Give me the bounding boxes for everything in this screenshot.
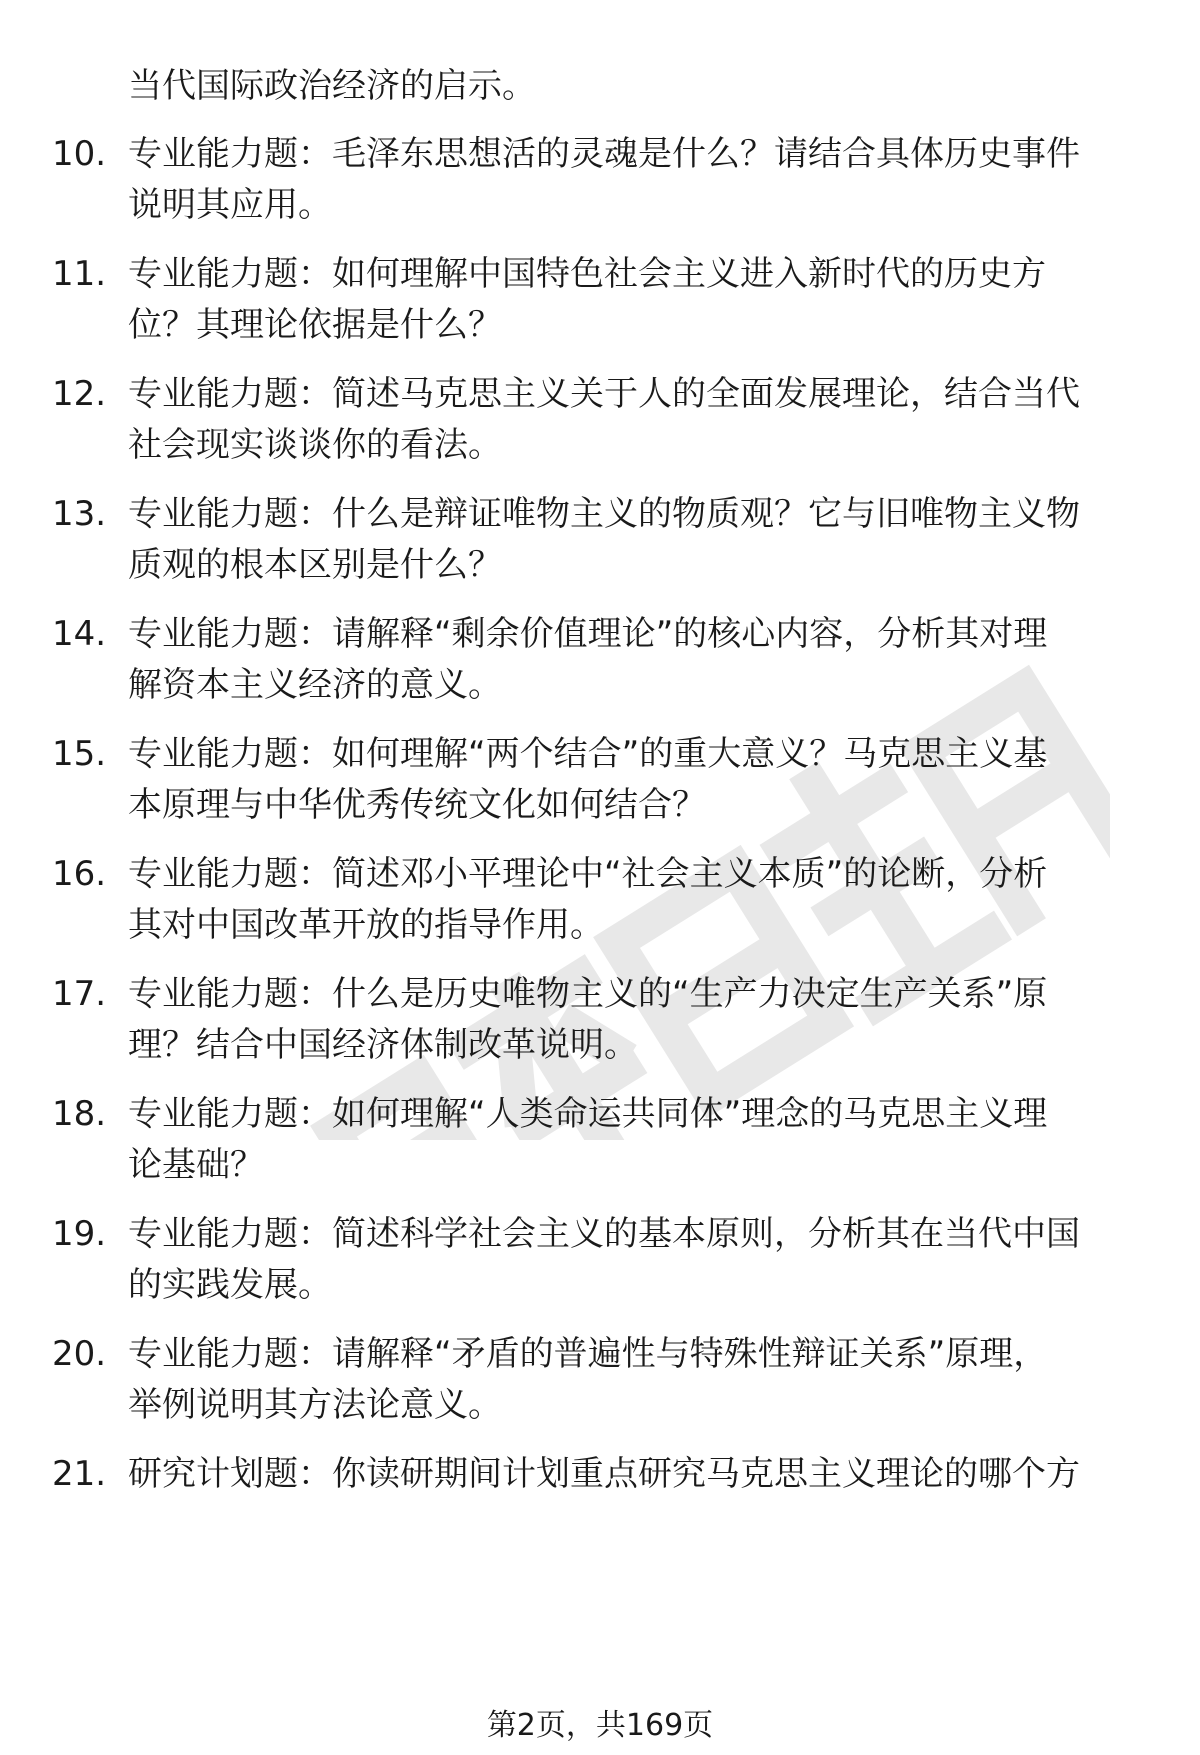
item-text-line1: 专业能力题：如何理解“人类命运共同体”理念的马克思主义理 xyxy=(128,1094,1048,1134)
item-text-line2: 社会现实谈谈你的看法。 xyxy=(128,425,502,465)
item-number: 19. xyxy=(52,1214,107,1254)
item-text-line1: 专业能力题：简述科学社会主义的基本原则，分析其在当代中国 xyxy=(128,1214,1080,1254)
item-text-line1: 专业能力题：什么是历史唯物主义的“生产力决定生产关系”原 xyxy=(128,974,1048,1014)
item-text-line1: 专业能力题：请解释“剩余价值理论”的核心内容，分析其对理 xyxy=(128,614,1048,654)
item-text-line1: 研究计划题：你读研期间计划重点研究马克思主义理论的哪个方 xyxy=(128,1454,1080,1494)
item-number: 18. xyxy=(52,1094,107,1134)
item-text-line2: 本原理与中华优秀传统文化如何结合？ xyxy=(128,785,706,825)
item-number: 17. xyxy=(52,974,107,1014)
item-number: 14. xyxy=(52,614,107,654)
item-text-line1: 专业能力题：如何理解“两个结合”的重大意义？马克思主义基 xyxy=(128,734,1048,774)
item-text-line1: 专业能力题：如何理解中国特色社会主义进入新时代的历史方 xyxy=(128,254,1046,294)
item-text-line2: 论基础？ xyxy=(128,1145,264,1185)
page-number-footer: 第2页，共169页 xyxy=(486,1708,714,1743)
item-text-line1: 专业能力题：毛泽东思想活的灵魂是什么？请结合具体历史事件 xyxy=(128,134,1080,174)
item-text-line2: 理？结合中国经济体制改革说明。 xyxy=(128,1025,638,1065)
item-text-line1: 专业能力题：简述马克思主义关于人的全面发展理论，结合当代 xyxy=(128,374,1080,414)
item-text-line2: 的实践发展。 xyxy=(128,1265,332,1305)
item-text-line2: 其对中国改革开放的指导作用。 xyxy=(128,905,604,945)
item-text-line2: 说明其应用。 xyxy=(128,185,332,225)
item-number: 12. xyxy=(52,374,107,414)
item-number: 11. xyxy=(52,254,107,294)
item-number: 15. xyxy=(52,734,107,774)
item-number: 20. xyxy=(52,1334,107,1374)
item-text-line2: 质观的根本区别是什么？ xyxy=(128,545,502,585)
item-text-line1: 专业能力题：什么是辩证唯物主义的物质观？它与旧唯物主义物 xyxy=(128,494,1080,534)
item-text-line2: 举例说明其方法论意义。 xyxy=(128,1385,502,1425)
item-number: 13. xyxy=(52,494,107,534)
item-text-line1: 专业能力题：请解释“矛盾的普遍性与特殊性辩证关系”原理， xyxy=(128,1334,1048,1374)
continuation-line: 当代国际政治经济的启示。 xyxy=(128,66,536,106)
item-number: 10. xyxy=(52,134,107,174)
item-number: 16. xyxy=(52,854,107,894)
item-number: 21. xyxy=(52,1454,107,1494)
item-text-line2: 位？其理论依据是什么？ xyxy=(128,305,502,345)
item-text-line1: 专业能力题：简述邓小平理论中“社会主义本质”的论断，分析 xyxy=(128,854,1048,894)
item-text-line2: 解资本主义经济的意义。 xyxy=(128,665,502,705)
